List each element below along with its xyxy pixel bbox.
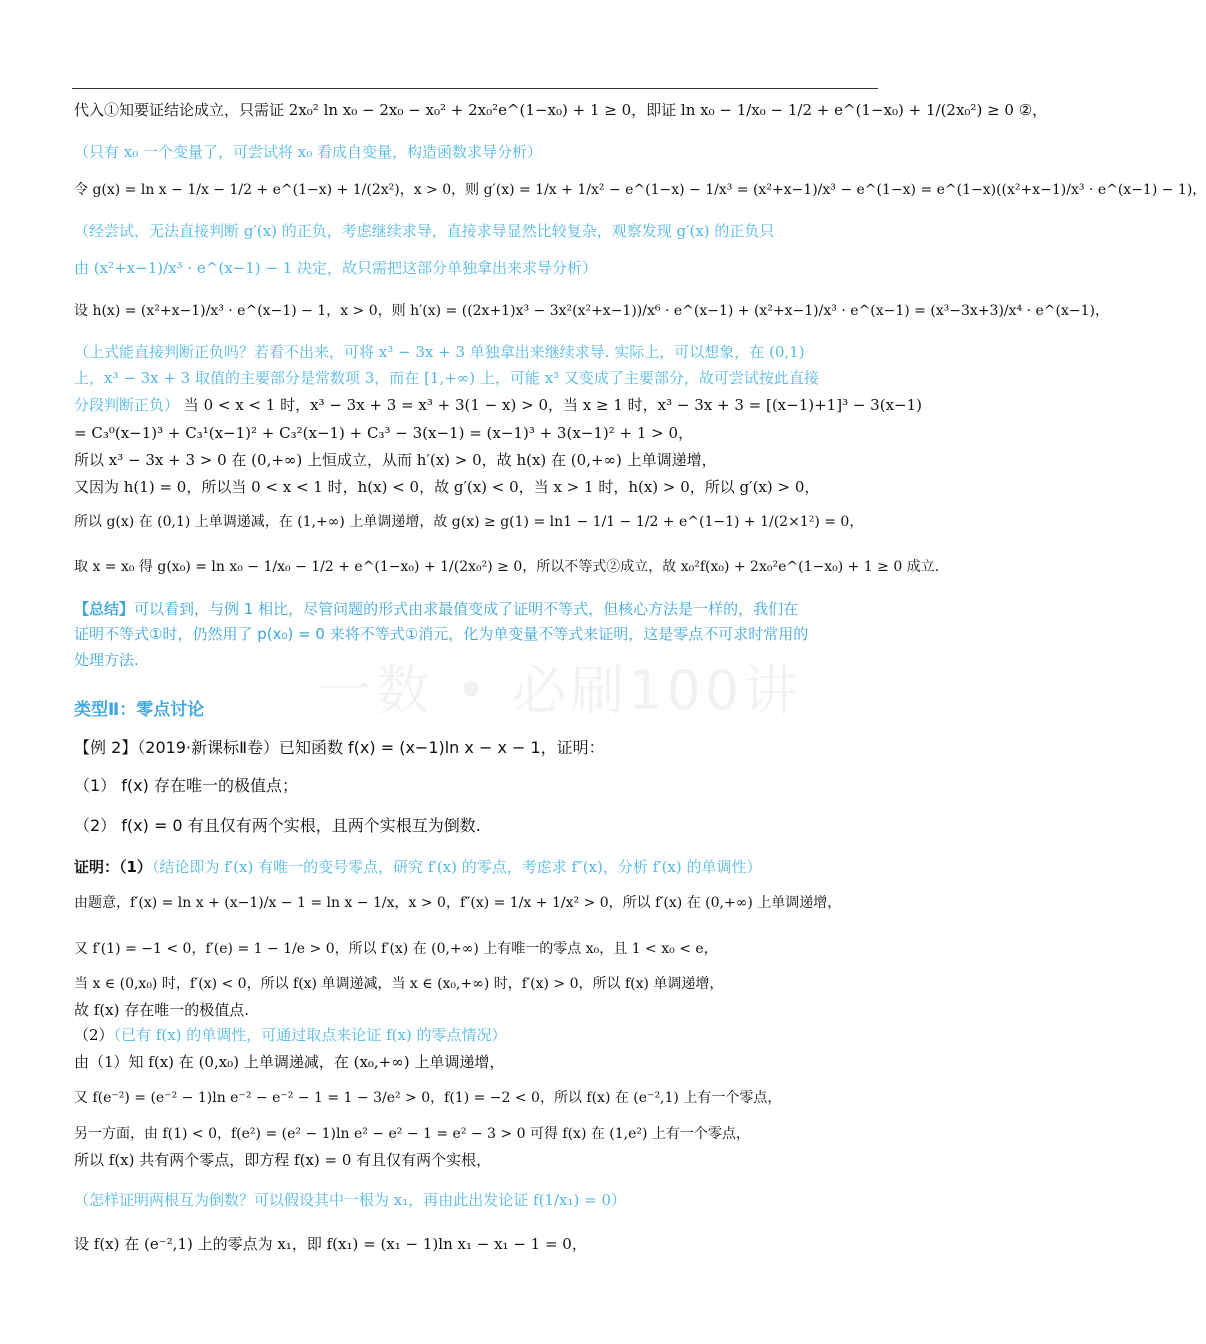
- part-label: （2）: [74, 1026, 114, 1044]
- watermark: 一数 • 必刷100讲: [318, 659, 802, 722]
- proof-label: 证明：（1）: [74, 858, 152, 876]
- text-line: 取 x = x₀ 得 g(x₀) = ln x₀ − 1/x₀ − 1/2 + e^(1−x₀) + 1/(2x₀²) ≥ 0，所以不等式②成立，故 x₀²f(x₀) + 2x₀²e^(1−x₀) + 1 ≥ 0 成立.: [74, 559, 940, 575]
- text-line: [74, 1025, 880, 1045]
- text-line: 故 f(x) 存在唯一的极值点.: [74, 1001, 250, 1019]
- summary-line: [74, 599, 880, 619]
- question-item: （1） f(x) 存在唯一的极值点；: [74, 776, 298, 795]
- text-line: 当 x ∈ (0,x₀) 时，f′(x) < 0，所以 f(x) 单调递减，当 x ∈ (x₀,+∞) 时，f′(x) > 0，所以 f(x) 单调递增，: [74, 976, 724, 992]
- text-line: 由题意，f′(x) = ln x + (x−1)/x − 1 = ln x − 1/x，x > 0，f″(x) = 1/x + 1/x² > 0，所以 f′(x) 在 (0,+∞) 上单调递增，: [74, 895, 842, 911]
- text-line: 令 g(x) = ln x − 1/x − 1/2 + e^(1−x) + 1/(2x²)，x > 0，则 g′(x) = 1/x + 1/x² − e^(1−x) − 1/x³ = (x²+x−1)/x³ − e^(1−x) = e^(1−x)((x²+x−1)/x³ · e^(x−1) − 1)，: [74, 182, 1206, 198]
- hint-fragment: 分段判断正负）: [74, 396, 180, 414]
- hint-line: （只有 x₀ 一个变量了，可尝试将 x₀ 看成自变量，构造函数求导分析）: [74, 143, 543, 161]
- text-line: 所以 g(x) 在 (0,1) 上单调递减，在 (1,+∞) 上单调递增，故 g(x) ≥ g(1) = ln1 − 1/1 − 1/2 + e^(1−1) + 1/(2×1²) = 0，: [74, 514, 864, 530]
- text-line: 又因为 h(1) = 0，所以当 0 < x < 1 时，h(x) < 0，故 g′(x) < 0，当 x > 1 时，h(x) > 0，所以 g′(x) > 0，: [74, 478, 820, 496]
- hint-line: 上，x³ − 3x + 3 取值的主要部分是常数项 3，而在 [1,+∞) 上，可能 x³ 又变成了主要部分，故可尝试按此直接: [74, 369, 819, 387]
- section-title: 类型Ⅱ：零点讨论: [74, 700, 205, 720]
- text-line: 所以 x³ − 3x + 3 > 0 在 (0,+∞) 上恒成立，从而 h′(x) > 0，故 h(x) 在 (0,+∞) 上单调递增，: [74, 451, 717, 469]
- example-heading: 【例 2】（2019·新课标Ⅱ卷）已知函数 f(x) = (x−1)ln x − x − 1，证明：: [74, 738, 605, 757]
- summary-text: 可以看到，与例 1 相比，尽管问题的形式由求最值变成了证明不等式，但核心方法是一样的，我们在: [134, 600, 799, 618]
- hint-line: （经尝试，无法直接判断 g′(x) 的正负，考虑继续求导，直接求导显然比较复杂，观察发现 g′(x) 的正负只: [74, 222, 775, 240]
- hint-line: （上式能直接判断正负吗？若看不出来，可将 x³ − 3x + 3 单独拿出来继续求导. 实际上，可以想象，在 (0,1): [74, 343, 805, 361]
- text-fragment: 当 0 < x < 1 时，x³ − 3x + 3 = x³ + 3(1 − x) > 0，当 x ≥ 1 时，x³ − 3x + 3 = [(x−1)+1]³ − 3(x−1): [183, 396, 923, 414]
- hint-fragment: （结论即为 f′(x) 有唯一的变号零点，研究 f′(x) 的零点，考虑求 f″(x)，分析 f′(x) 的单调性）: [151, 858, 762, 876]
- text-line: 又 f(e⁻²) = (e⁻² − 1)ln e⁻² − e⁻² − 1 = 1 − 3/e² > 0，f(1) = −2 < 0，所以 f(x) 在 (e⁻²,1) 上有一个零点，: [74, 1090, 782, 1106]
- text-line: 又 f′(1) = −1 < 0，f′(e) = 1 − 1/e > 0，所以 f′(x) 在 (0,+∞) 上有唯一的零点 x₀，且 1 < x₀ < e，: [74, 941, 718, 957]
- summary-line: 处理方法.: [74, 651, 139, 669]
- header-rule: [72, 88, 878, 89]
- text-line: 由（1）知 f(x) 在 (0,x₀) 上单调递减，在 (x₀,+∞) 上单调递增，: [74, 1053, 505, 1071]
- hint-fragment: （已有 f(x) 的单调性，可通过取点来论证 f(x) 的零点情况）: [113, 1026, 507, 1044]
- question-item: （2） f(x) = 0 有且仅有两个实根，且两个实根互为倒数.: [74, 816, 481, 835]
- hint-line: （怎样证明两根互为倒数？可以假设其中一根为 x₁，再由此出发论证 f(1/x₁) = 0）: [74, 1191, 626, 1209]
- summary-line: 证明不等式①时，仍然用了 p(x₀) = 0 来将不等式①消元，化为单变量不等式来证明，这是零点不可求时常用的: [74, 625, 809, 643]
- text-line: [74, 395, 923, 415]
- text-line: 所以 f(x) 共有两个零点，即方程 f(x) = 0 有且仅有两个实根，: [74, 1151, 492, 1169]
- proof-line: [74, 857, 880, 877]
- text-line: 设 f(x) 在 (e⁻²,1) 上的零点为 x₁，即 f(x₁) = (x₁ − 1)ln x₁ − x₁ − 1 = 0，: [74, 1235, 587, 1253]
- text-line: 另一方面，由 f(1) < 0，f(e²) = (e² − 1)ln e² − e² − 1 = e² − 3 > 0 可得 f(x) 在 (1,e²) 上有一个零点，: [74, 1126, 750, 1142]
- text-line: = C₃⁰(x−1)³ + C₃¹(x−1)² + C₃²(x−1) + C₃³ − 3(x−1) = (x−1)³ + 3(x−1)² + 1 > 0，: [74, 424, 694, 442]
- summary-label: 【总结】: [74, 600, 135, 618]
- text-line: 代入①知要证结论成立，只需证 2x₀² ln x₀ − 2x₀ − x₀² + 2x₀²e^(1−x₀) + 1 ≥ 0，即证 ln x₀ − 1/x₀ − 1/2 + e^(1−x₀) + 1/(2x₀²) ≥ 0 ②，: [74, 101, 1048, 119]
- hint-line: 由 (x²+x−1)/x³ · e^(x−1) − 1 决定，故只需把这部分单独拿出来求导分析）: [74, 259, 598, 277]
- text-line: 设 h(x) = (x²+x−1)/x³ · e^(x−1) − 1，x > 0，则 h′(x) = ((2x+1)x³ − 3x²(x²+x−1))/x⁶ · e^(x−1) + (x²+x−1)/x³ · e^(x−1) = (x³−3x+3)/x⁴ · e^(x−1)，: [74, 303, 1109, 319]
